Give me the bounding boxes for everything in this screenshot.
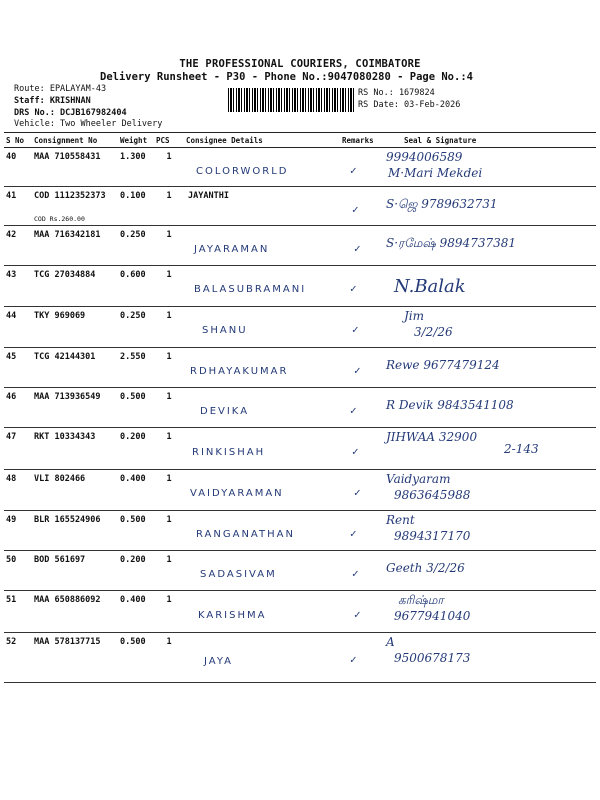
row-weight: 0.200 [118, 428, 154, 470]
row-consignment [32, 307, 118, 348]
row-sno: 44 [4, 307, 32, 348]
table-row [4, 591, 596, 633]
row-sno: 50 [4, 551, 32, 591]
table-row [4, 388, 596, 428]
col-pcs: PCS [154, 133, 184, 148]
check-mark-icon: ✓ [352, 323, 359, 336]
consignee-name: SADASIVAM [200, 569, 277, 580]
table-header-row [4, 133, 596, 148]
table-row [4, 511, 596, 551]
consignee-name: JAYA [204, 656, 234, 667]
table-row [4, 226, 596, 266]
row-consignment [32, 187, 118, 226]
consignee-name: RDHAYAKUMAR [190, 366, 289, 377]
consignment-number: MAA 578137715 [34, 637, 101, 647]
consignment-number: BLR 165524906 [34, 515, 101, 525]
row-pcs: 1 [154, 551, 184, 591]
row-weight: 1.300 [118, 148, 154, 187]
signature-line-2: 3/2/26 [414, 325, 453, 339]
consignee-name: RINKISHAH [192, 447, 266, 458]
consignment-number: MAA 710558431 [34, 152, 101, 162]
table-row [4, 470, 596, 511]
row-weight: 0.200 [118, 551, 154, 591]
row-sno: 46 [4, 388, 32, 428]
consignment-number: TKY 969069 [34, 311, 86, 321]
check-mark-icon: ✓ [352, 567, 359, 580]
signature-line-1: S·ஜெ 9789632731 [386, 197, 498, 211]
table-row [4, 633, 596, 683]
row-pcs: 1 [154, 511, 184, 551]
signature-line-2: M·Mari Mekdei [388, 166, 483, 180]
row-sno: 40 [4, 148, 32, 187]
consignment-number: TCG 42144301 [34, 352, 96, 362]
row-consignee [184, 511, 340, 551]
consignment-number: RKT 10334343 [34, 432, 96, 442]
row-signature [374, 470, 596, 511]
row-consignment [32, 348, 118, 388]
row-sno: 42 [4, 226, 32, 266]
consignee-name: RANGANATHAN [196, 529, 295, 540]
row-weight: 0.500 [118, 511, 154, 551]
col-consignment: Consignment No [32, 133, 118, 148]
consignee-name: COLORWORLD [196, 166, 289, 177]
row-consignee [184, 307, 340, 348]
row-weight: 0.250 [118, 307, 154, 348]
staff-label: Staff: KRISHNAN [14, 96, 91, 106]
cod-amount: COD Rs.260.00 [34, 215, 85, 223]
row-consignment [32, 428, 118, 470]
row-signature [374, 226, 596, 266]
runsheet-title: Delivery Runsheet - P30 - Phone No.:9047080280 - Page No.:4 [100, 71, 473, 83]
row-signature [374, 633, 596, 683]
col-weight: Weight [118, 133, 154, 148]
row-remarks [340, 551, 374, 591]
consignee-name: JAYARAMAN [194, 244, 270, 255]
row-pcs: 1 [154, 226, 184, 266]
row-sno: 49 [4, 511, 32, 551]
row-consignment [32, 551, 118, 591]
signature-line-2: 9894317170 [394, 529, 471, 543]
rs-number: RS No.: 1679824 [358, 88, 435, 98]
table-row [4, 307, 596, 348]
signature-line-1: Jim [404, 309, 425, 323]
row-remarks [340, 266, 374, 307]
row-pcs: 1 [154, 307, 184, 348]
table-row [4, 187, 596, 226]
signature-line-1: N.Balak [394, 276, 466, 297]
row-pcs: 1 [154, 148, 184, 187]
row-signature [374, 148, 596, 187]
row-consignment [32, 633, 118, 683]
row-consignee [184, 148, 340, 187]
signature-line-2: 2-143 [504, 442, 539, 456]
barcode [228, 88, 356, 112]
col-signature: Seal & Signature [374, 133, 596, 148]
runsheet-table [4, 132, 596, 683]
row-weight: 0.600 [118, 266, 154, 307]
col-sno: S No [4, 133, 32, 148]
row-pcs: 1 [154, 633, 184, 683]
table-row [4, 551, 596, 591]
signature-line-1: Rewe 9677479124 [386, 358, 500, 372]
signature-line-1: A [386, 635, 395, 649]
row-signature [374, 388, 596, 428]
row-remarks [340, 428, 374, 470]
row-signature [374, 428, 596, 470]
consignment-number: COD 1112352373 [34, 191, 106, 201]
row-sno: 47 [4, 428, 32, 470]
check-mark-icon: ✓ [352, 203, 359, 216]
row-remarks [340, 348, 374, 388]
consignment-number: TCG 27034884 [34, 270, 96, 280]
consignee-name: VAIDYARAMAN [190, 488, 284, 499]
row-pcs: 1 [154, 470, 184, 511]
row-pcs: 1 [154, 428, 184, 470]
row-consignment [32, 470, 118, 511]
row-consignee [184, 428, 340, 470]
row-weight: 0.400 [118, 591, 154, 633]
check-mark-icon: ✓ [350, 404, 357, 417]
row-remarks [340, 511, 374, 551]
signature-line-1: R Devik 9843541108 [386, 398, 514, 412]
consignee-name: JAYANTHI [188, 191, 229, 201]
signature-line-1: 9994006589 [386, 150, 463, 164]
row-remarks [340, 470, 374, 511]
signature-line-1: Vaidyaram [386, 472, 451, 486]
row-signature [374, 591, 596, 633]
row-consignment [32, 591, 118, 633]
row-signature [374, 307, 596, 348]
table-row [4, 266, 596, 307]
row-pcs: 1 [154, 348, 184, 388]
row-pcs: 1 [154, 591, 184, 633]
signature-line-2: 9677941040 [394, 609, 471, 623]
row-signature [374, 266, 596, 307]
row-consignee [184, 470, 340, 511]
row-consignee [184, 226, 340, 266]
row-consignment [32, 226, 118, 266]
row-signature [374, 348, 596, 388]
row-remarks [340, 148, 374, 187]
consignee-name: BALASUBRAMANI [194, 284, 307, 295]
row-weight: 0.500 [118, 388, 154, 428]
route-label: Route: EPALAYAM-43 [14, 84, 107, 94]
company-title: THE PROFESSIONAL COURIERS, COIMBATORE [179, 58, 421, 70]
signature-line-1: Geeth 3/2/26 [386, 561, 465, 575]
consignment-number: MAA 716342181 [34, 230, 101, 240]
row-consignee [184, 633, 340, 683]
row-pcs: 1 [154, 388, 184, 428]
row-sno: 52 [4, 633, 32, 683]
check-mark-icon: ✓ [354, 608, 361, 621]
col-consignee: Consignee Details [184, 133, 340, 148]
row-remarks [340, 226, 374, 266]
row-consignee [184, 266, 340, 307]
row-pcs: 1 [154, 187, 184, 226]
consignment-number: BOD 561697 [34, 555, 86, 565]
check-mark-icon: ✓ [354, 364, 361, 377]
row-signature [374, 511, 596, 551]
check-mark-icon: ✓ [350, 282, 357, 295]
row-sno: 43 [4, 266, 32, 307]
signature-line-1: JIHWAA 32900 [386, 430, 478, 444]
consignee-name: SHANU [202, 325, 248, 336]
row-consignment [32, 511, 118, 551]
check-mark-icon: ✓ [354, 242, 361, 255]
row-consignee [184, 551, 340, 591]
rs-date: RS Date: 03-Feb-2026 [358, 100, 461, 110]
signature-line-2: 9500678173 [394, 651, 471, 665]
signature-line-2: 9863645988 [394, 488, 471, 502]
check-mark-icon: ✓ [350, 653, 357, 666]
signature-line-1: Rent [386, 513, 415, 527]
signature-line-1: கரிஷ்மா [398, 593, 444, 607]
row-remarks [340, 307, 374, 348]
check-mark-icon: ✓ [350, 164, 357, 177]
consignee-name: KARISHMA [198, 610, 267, 621]
row-consignment [32, 266, 118, 307]
row-remarks [340, 388, 374, 428]
row-signature [374, 551, 596, 591]
table-row [4, 348, 596, 388]
row-weight: 0.250 [118, 226, 154, 266]
row-sno: 41 [4, 187, 32, 226]
row-consignee [184, 187, 340, 226]
row-signature [374, 187, 596, 226]
row-consignment [32, 148, 118, 187]
row-sno: 51 [4, 591, 32, 633]
row-sno: 45 [4, 348, 32, 388]
row-consignee [184, 388, 340, 428]
check-mark-icon: ✓ [354, 486, 361, 499]
row-pcs: 1 [154, 266, 184, 307]
table-row [4, 428, 596, 470]
consignment-number: VLI 802466 [34, 474, 86, 484]
row-sno: 48 [4, 470, 32, 511]
row-weight: 2.550 [118, 348, 154, 388]
consignment-number: MAA 713936549 [34, 392, 101, 402]
drs-label: DRS No.: DCJB167982404 [14, 108, 127, 118]
row-consignee [184, 348, 340, 388]
vehicle-label: Vehicle: Two Wheeler Delivery [14, 119, 163, 129]
consignee-name: DEVIKA [200, 406, 250, 417]
check-mark-icon: ✓ [350, 527, 357, 540]
check-mark-icon: ✓ [352, 445, 359, 458]
col-remarks: Remarks [340, 133, 374, 148]
row-weight: 0.400 [118, 470, 154, 511]
row-remarks [340, 633, 374, 683]
row-weight: 0.100 [118, 187, 154, 226]
table-row [4, 148, 596, 187]
row-remarks [340, 187, 374, 226]
row-consignee [184, 591, 340, 633]
row-remarks [340, 591, 374, 633]
consignment-number: MAA 650886092 [34, 595, 101, 605]
row-consignment [32, 388, 118, 428]
row-weight: 0.500 [118, 633, 154, 683]
signature-line-1: S·ரமேஷ் 9894737381 [386, 236, 517, 250]
